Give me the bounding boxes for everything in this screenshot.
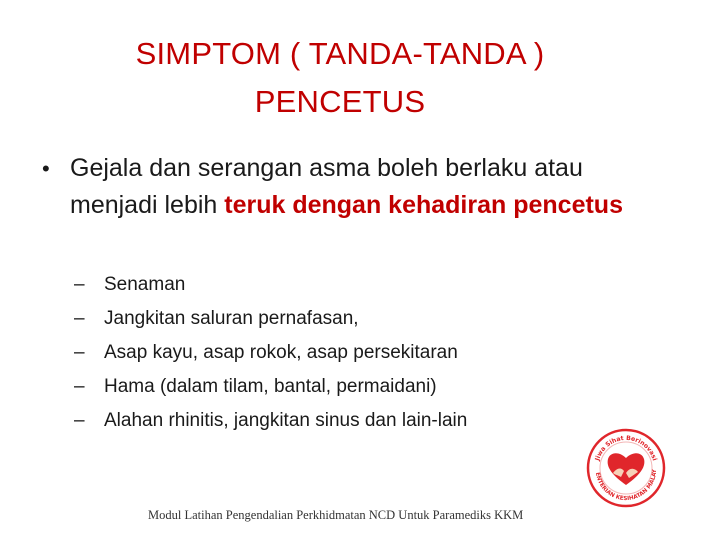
- logo-text-top: Jiwa Sihat Berinovasi: [594, 434, 658, 462]
- dash-bullet-icon: –: [74, 376, 85, 397]
- logo-text-bottom: ENTERIAN KESIHATAN MALAY: [594, 469, 659, 503]
- trigger-label: Senaman: [104, 274, 186, 295]
- main-bullet-text-highlight: teruk dengan kehadiran pencetus: [224, 191, 623, 219]
- trigger-list-item: [74, 370, 634, 404]
- slide-title-line-2: PENCETUS: [254, 84, 426, 119]
- trigger-list-item: [74, 336, 634, 370]
- bullet-icon: •: [42, 156, 50, 181]
- slide-title: [60, 30, 620, 126]
- trigger-list-item: [74, 404, 634, 438]
- main-bullet-text: [70, 150, 650, 224]
- trigger-label: Jangkitan saluran pernafasan,: [104, 308, 359, 329]
- main-bullet-text-plain: Gejala dan serangan asma boleh berlaku atau menjadi lebih: [70, 154, 583, 219]
- trigger-list-item: [74, 302, 634, 336]
- dash-bullet-icon: –: [74, 410, 85, 431]
- trigger-label: Asap kayu, asap rokok, asap persekitaran: [104, 342, 458, 363]
- dash-bullet-icon: –: [74, 308, 85, 329]
- trigger-list-item: [74, 268, 634, 302]
- dash-bullet-icon: –: [74, 342, 85, 363]
- slide-title-line-1: SIMPTOM ( TANDA-TANDA ): [135, 36, 545, 71]
- trigger-label: Hama (dalam tilam, bantal, permaidani): [104, 376, 437, 397]
- kkm-logo: [586, 428, 666, 508]
- heart-hands-logo-icon: [586, 428, 666, 508]
- dash-bullet-icon: –: [74, 274, 85, 295]
- trigger-label: Alahan rhinitis, jangkitan sinus dan lain-lain: [104, 410, 468, 431]
- footer-caption: Modul Latihan Pengendalian Perkhidmatan NCD Untuk Paramediks KKM: [148, 508, 524, 522]
- trigger-list: [74, 268, 634, 438]
